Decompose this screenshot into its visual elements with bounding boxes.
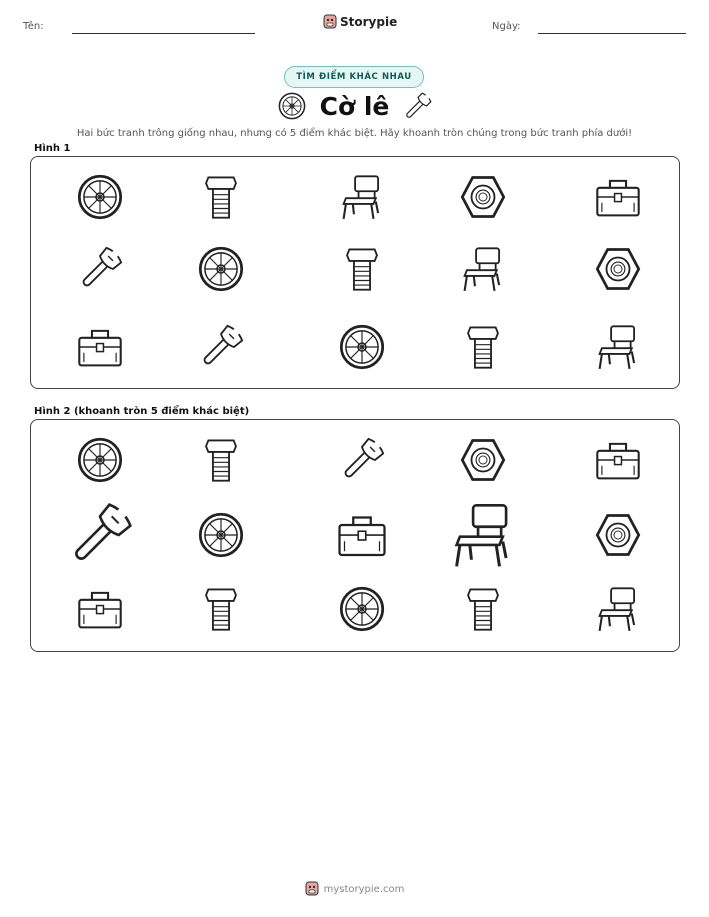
chair-icon[interactable] xyxy=(450,502,516,568)
bolt-icon xyxy=(460,324,506,370)
panel1-label: Hình 1 xyxy=(34,143,71,154)
chair-icon xyxy=(595,324,641,370)
bolt-icon[interactable] xyxy=(198,586,244,632)
wrench-icon xyxy=(77,246,123,292)
name-line[interactable] xyxy=(72,33,255,34)
toolbox-icon xyxy=(595,174,641,220)
nut-icon[interactable] xyxy=(460,437,506,483)
toolbox-icon[interactable] xyxy=(337,510,387,560)
wheel-icon[interactable] xyxy=(77,437,123,483)
nut-icon xyxy=(460,174,506,220)
date-label: Ngày: xyxy=(492,21,521,32)
wheel-icon xyxy=(198,246,244,292)
chair-icon xyxy=(339,174,385,220)
instruction-text: Hai bức tranh trông giống nhau, nhưng có 5 điểm khác biệt. Hãy khoanh tròn chúng trong bức tranh phía dưới! xyxy=(76,128,633,139)
wrench-icon xyxy=(198,324,244,370)
bolt-icon xyxy=(198,174,244,220)
bolt-icon xyxy=(339,246,385,292)
name-label: Tên: xyxy=(23,21,44,32)
toolbox-icon xyxy=(77,324,123,370)
chair-icon[interactable] xyxy=(595,586,641,632)
activity-pill: TÌM ĐIỂM KHÁC NHAU xyxy=(284,66,424,88)
wrench-icon[interactable] xyxy=(67,502,133,568)
wheel-icon xyxy=(77,174,123,220)
toolbox-icon[interactable] xyxy=(595,437,641,483)
wheel-icon[interactable] xyxy=(339,586,385,632)
nut-icon xyxy=(595,246,641,292)
footer xyxy=(0,881,709,897)
title-wrench-icon xyxy=(402,92,432,122)
wrench-icon[interactable] xyxy=(339,437,385,483)
footer-site: mystorypie.com xyxy=(323,883,405,895)
page-title: Cờ lê xyxy=(319,92,390,121)
storypie-mascot-icon xyxy=(323,14,337,30)
wheel-icon xyxy=(339,324,385,370)
toolbox-icon[interactable] xyxy=(77,586,123,632)
brand-logo xyxy=(323,14,397,30)
bolt-icon[interactable] xyxy=(198,437,244,483)
wheel-icon[interactable] xyxy=(198,512,244,558)
bolt-icon[interactable] xyxy=(460,586,506,632)
brand-name: Storypie xyxy=(340,15,398,29)
chair-icon xyxy=(460,246,506,292)
footer-mascot-icon xyxy=(305,881,319,897)
nut-icon[interactable] xyxy=(595,512,641,558)
date-line[interactable] xyxy=(538,33,686,34)
panel2-label: Hình 2 (khoanh tròn 5 điểm khác biệt) xyxy=(34,406,250,417)
